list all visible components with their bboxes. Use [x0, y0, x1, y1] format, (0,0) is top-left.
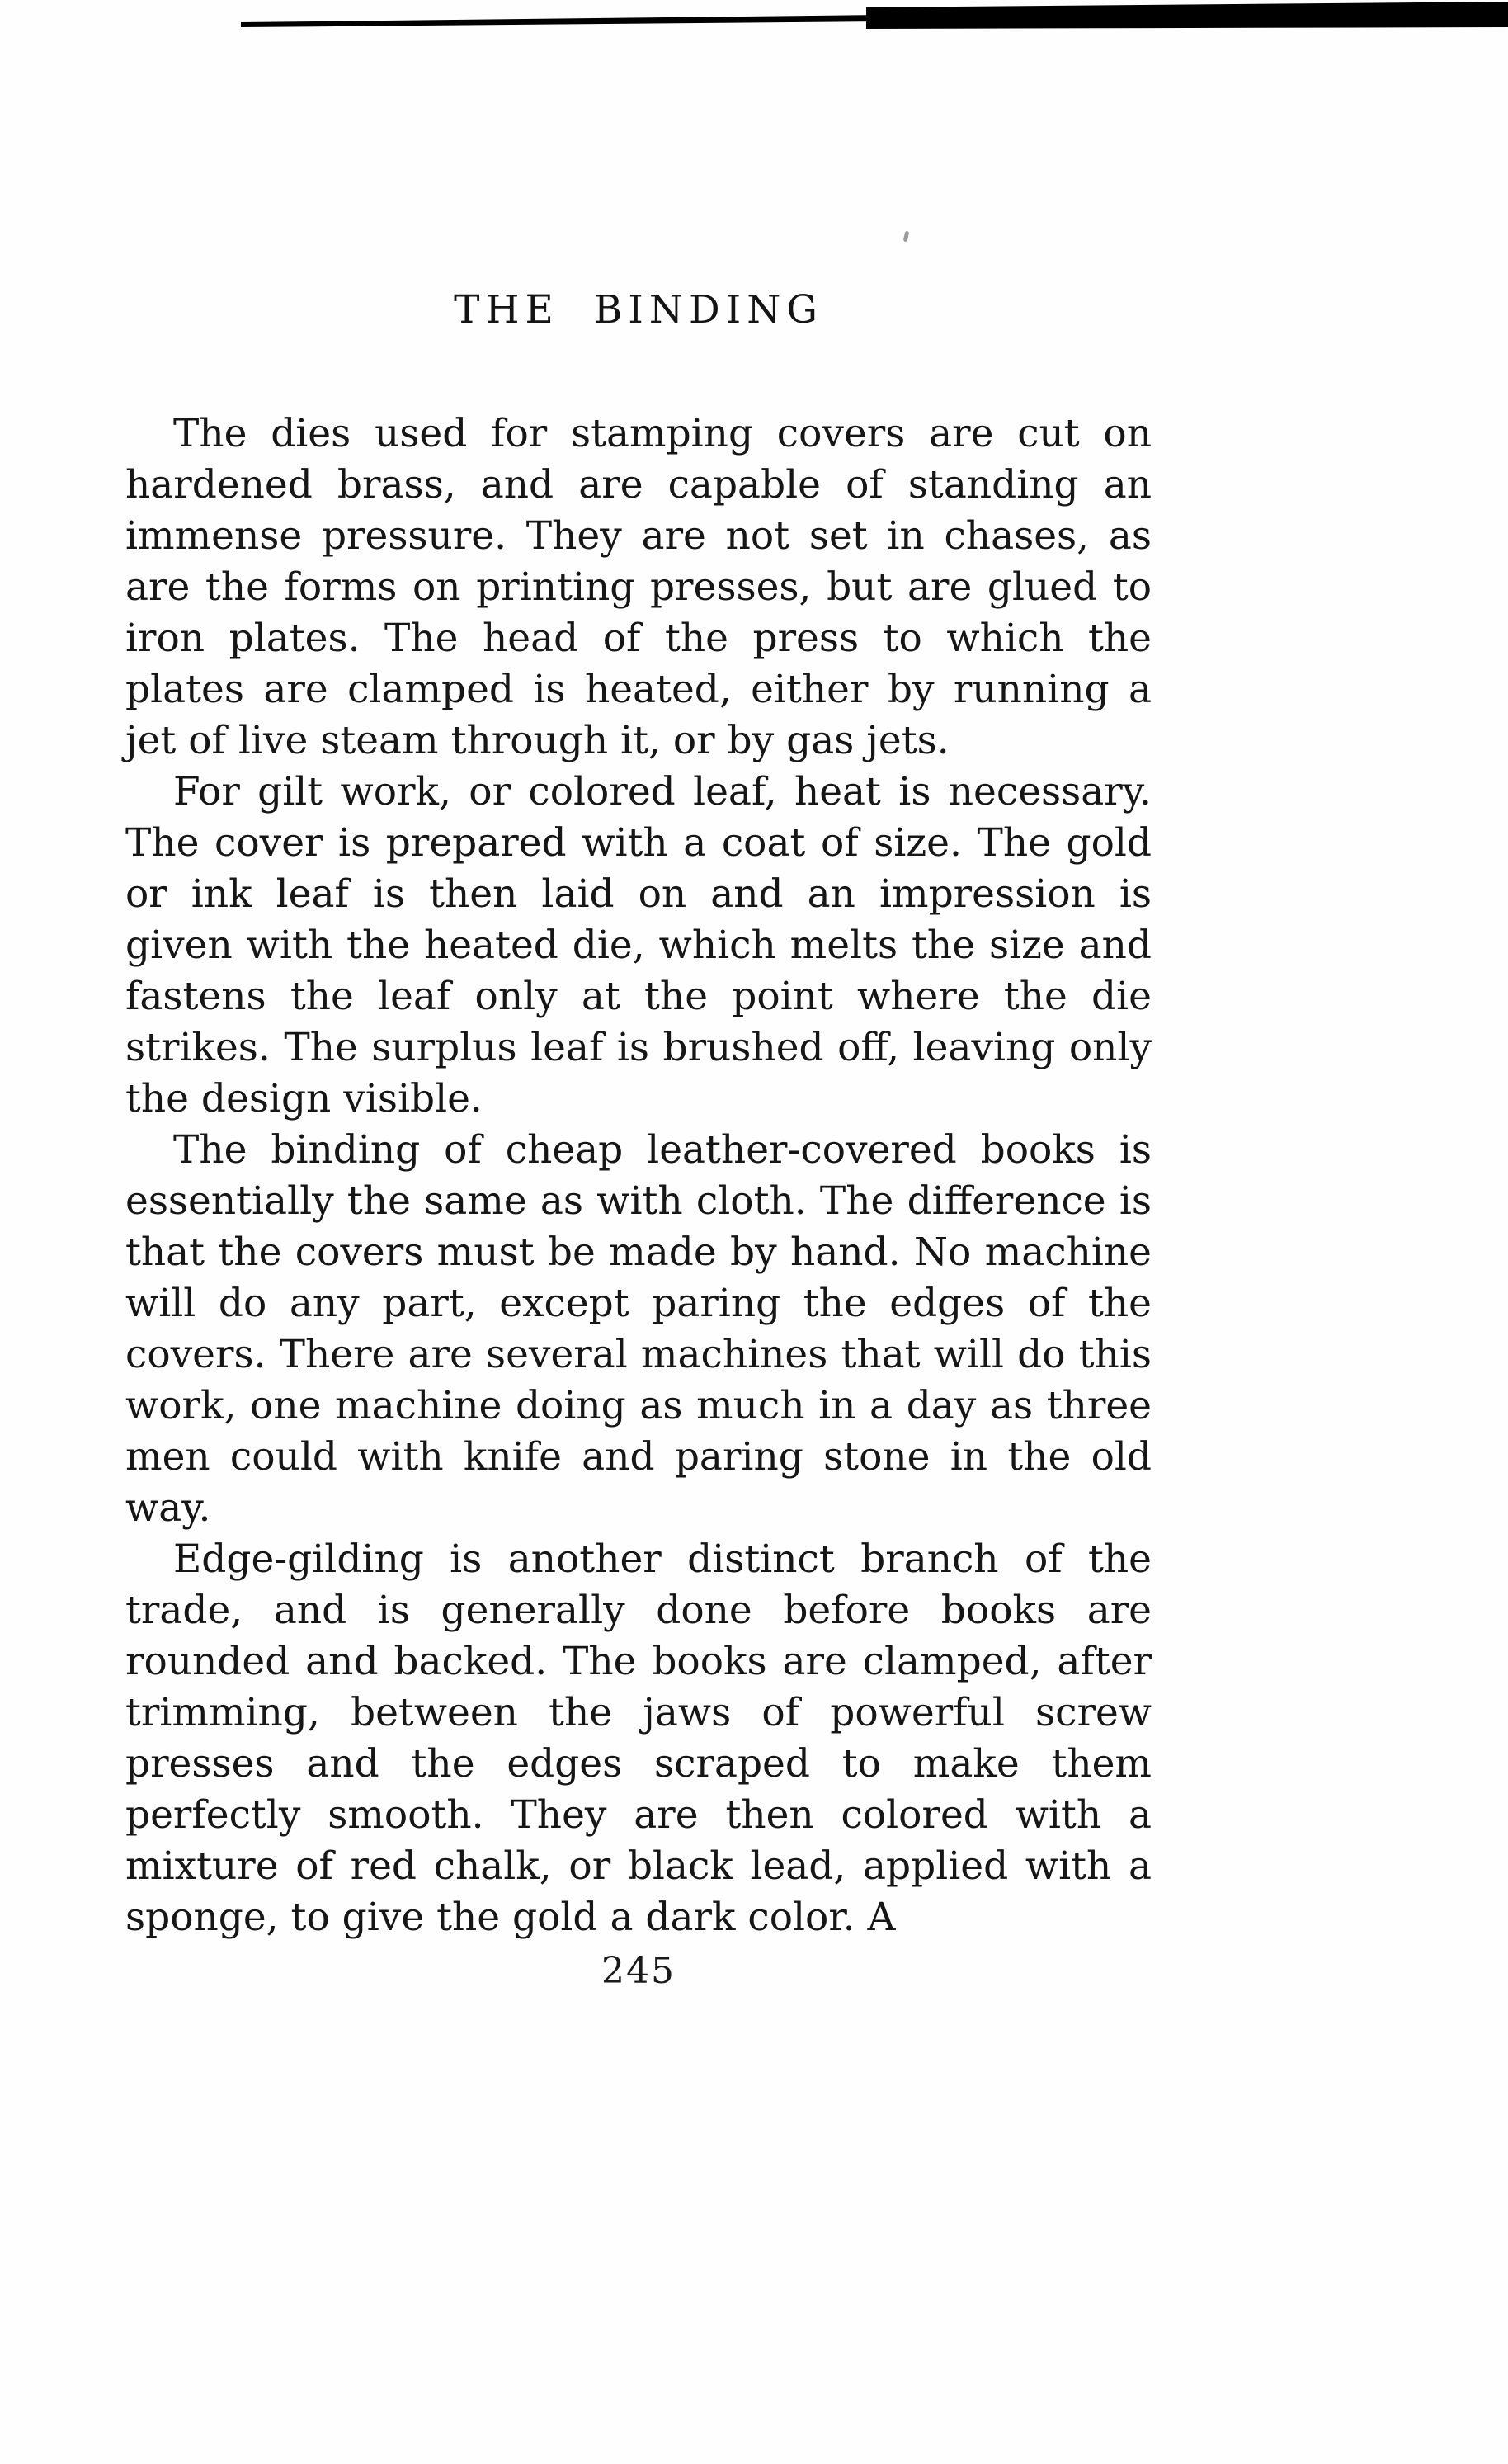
ink-speck [903, 231, 910, 243]
scan-edge-thin-line [241, 15, 881, 27]
paragraph-3: The binding of cheap leather-covered books is essentially the same as with cloth. The difference is that the covers must be made by hand. No machine will do any part, except paring the edges of the covers. There are several machines that will do this work, one machine doing as much in a day as three men could with knife and paring stone in the old way. [125, 1127, 1152, 1531]
paragraph-1: The dies used for stamping covers are cut on hardened brass, and are capable of standing an immense pressure. They are not set in chases, as are the forms on printing presses, but are glued to iron plates. The head of the press to which the plates are clamped is heated, either by running a jet of live steam through it, or by gas jets. [125, 411, 1152, 763]
paragraph-4: Edge-gilding is another distinct branch of the trade, and is generally done before books are rounded and backed. The books are clamped, after trimming, between the jaws of powerful screw presses and the edges scraped to make them perfectly smooth. They are then colored with a mixture of red chalk, or black lead, applied with a sponge, to give the gold a dark color. A [125, 1536, 1152, 1940]
page-title: THE BINDING [454, 287, 823, 333]
scan-edge-artifact [0, 0, 1508, 43]
page-number: 245 [601, 1950, 676, 1992]
scan-edge-thick-bar [866, 2, 1508, 29]
paragraph-2: For gilt work, or colored leaf, heat is necessary. The cover is prepared with a coat of size. The gold or ink leaf is then laid on and an impression is given with the heated die, which melts the size and fastens the leaf only at the point where the die strikes. The surplus leaf is brushed off, leaving only the design visible. [125, 769, 1152, 1121]
text-block [125, 287, 1152, 1992]
